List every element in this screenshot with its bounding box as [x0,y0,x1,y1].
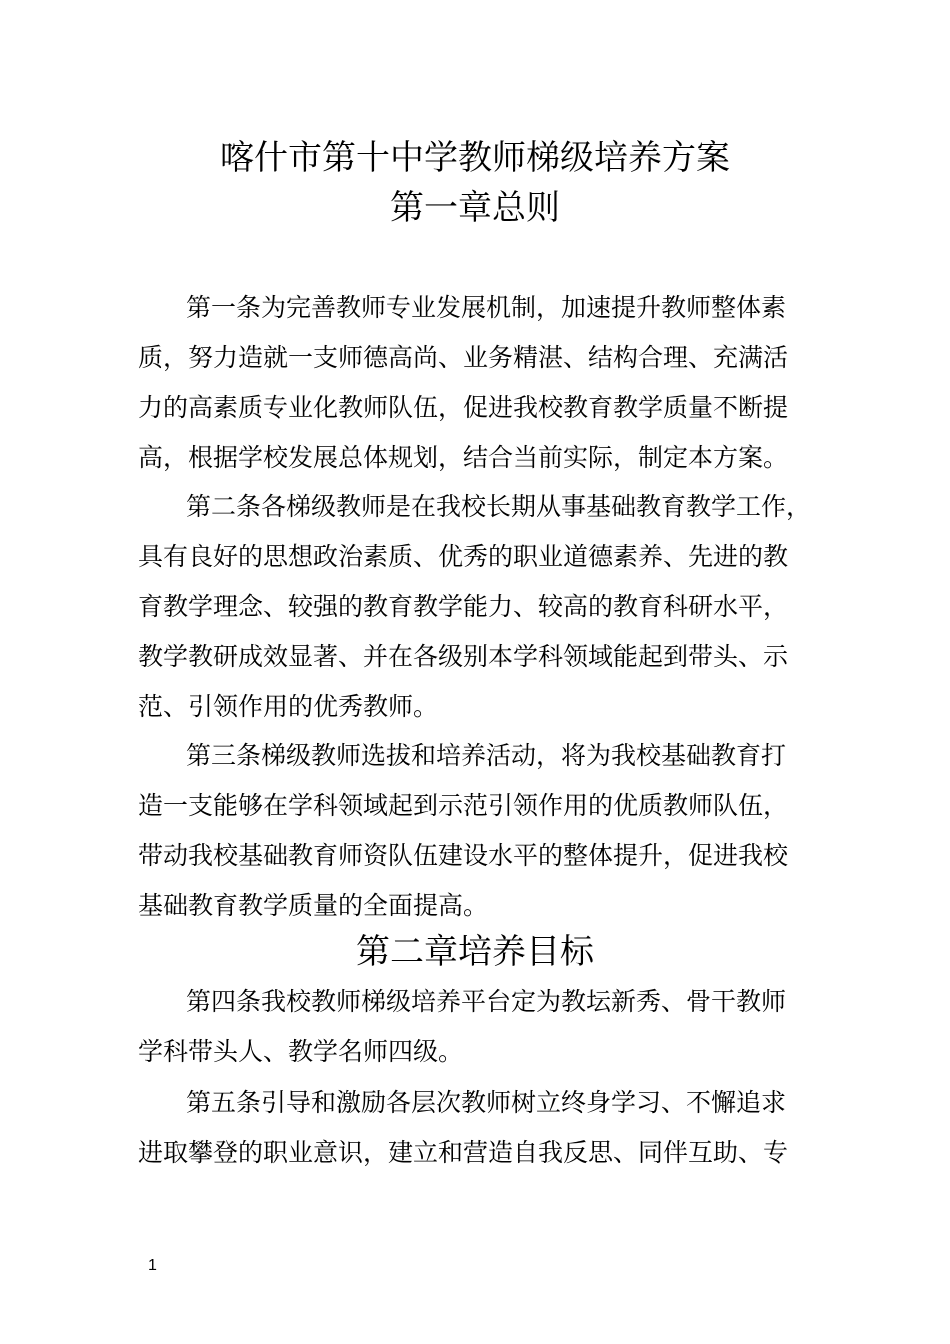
text-line: 带动我校基础教育师资队伍建设水平的整体提升，促进我校 [138,841,789,870]
text-line: 第四条我校教师梯级培养平台定为教坛新秀、骨干教师 [186,987,787,1016]
text-line: 育教学理念、较强的教育教学能力、较高的教育科研水平， [138,592,789,621]
text-line: 具有良好的思想政治素质、优秀的职业道德素养、先进的教 [138,542,789,571]
chapter-1-heading: 第一章总则 [390,188,560,228]
text-line: 进取攀登的职业意识，建立和营造自我反思、同伴互助、专 [138,1138,789,1167]
text-line: 基础教育教学质量的全面提高。 [138,891,489,920]
page-number: 1 [148,1257,157,1274]
text-line: 第二条各梯级教师是在我校长期从事基础教育教学工作， [186,492,812,521]
text-line: 第三条梯级教师选拔和培养活动，将为我校基础教育打 [186,741,787,770]
text-line: 教学教研成效显著、并在各级别本学科领域能起到带头、示 [138,642,789,671]
text-line: 高，根据学校发展总体规划，结合当前实际，制定本方案。 [138,443,789,472]
document-title: 喀什市第十中学教师梯级培养方案 [220,138,730,178]
text-line: 第一条为完善教师专业发展机制，加速提升教师整体素 [186,293,787,322]
text-line: 造一支能够在学科领域起到示范引领作用的优质教师队伍， [138,791,789,820]
text-line: 力的高素质专业化教师队伍，促进我校教育教学质量不断提 [138,393,789,422]
chapter-2-heading: 第二章培养目标 [356,932,594,972]
text-line: 范、引领作用的优秀教师。 [138,692,439,721]
text-line: 第五条引导和激励各层次教师树立终身学习、不懈追求 [186,1088,787,1117]
text-line: 质，努力造就一支师德高尚、业务精湛、结构合理、充满活 [138,343,789,372]
text-line: 学科带头人、教学名师四级。 [138,1037,464,1066]
